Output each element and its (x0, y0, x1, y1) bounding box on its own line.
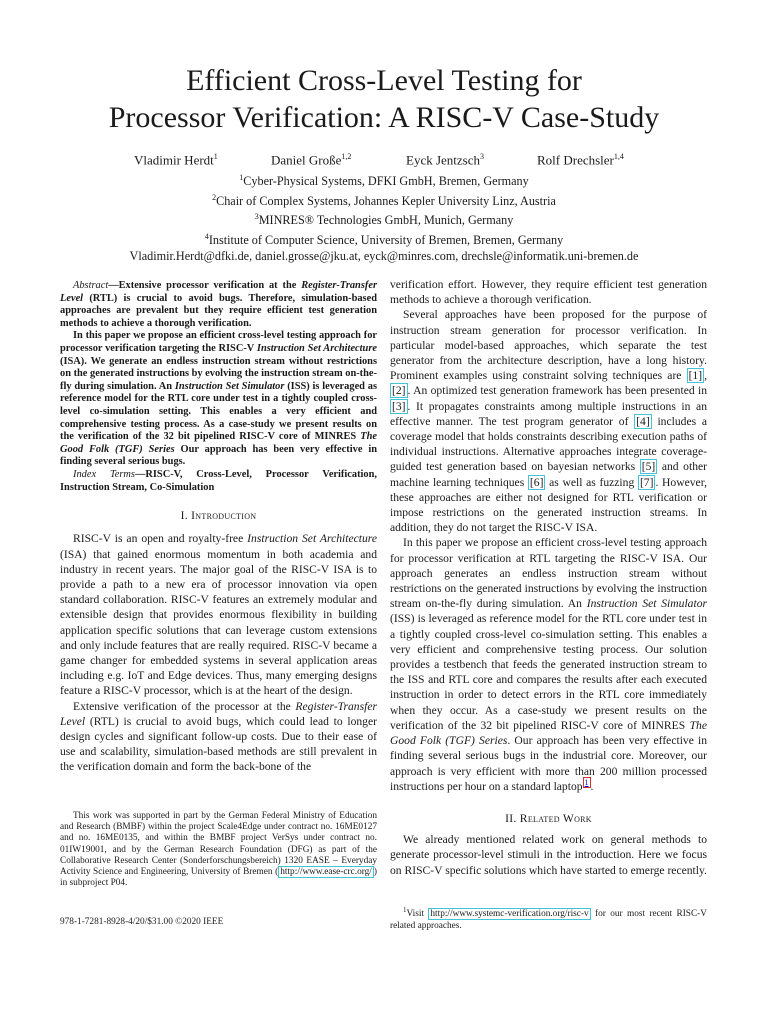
author-emails: Vladimir.Herdt@dfki.de, daniel.grosse@jku.at, eyck@minres.com, drechsle@informatik.uni-bremen.de (129, 249, 639, 264)
related-work-section (390, 811, 707, 878)
index-terms: Index Terms—RISC-V, Cross-Level, Processor Verification, Instruction Stream, Co-Simulation (60, 468, 377, 493)
author-4: Rolf Drechsler$^{1,4}$ (537, 152, 624, 168)
left-column (60, 280, 377, 775)
author-2: Daniel Große$^{1,2}$ (271, 152, 352, 168)
intro-paragraph-3: Several approaches have been proposed for the purpose of instruction stream generation for processor verification. In particular model-based approaches, which separate the test generator from the architecture description, have a long history. Prominent examples using constraint solving techniques are [1] , [2] . An optimized test generation framework has been presented in [3] . It propagates constraints among multiple instructions in an effective manner. The test program generator of [4] includes a coverage model that holds constraints describing execution paths of individual instructions. Alternative approaches integrate coverage-guided test generation based on bayesian networks [5] and other machine learning techniques [6] as well as fuzzing [7] . However, these approaches are either not designed for RTL verification or impose restrictions on the generated instruction streams. In addition, they do not target the RISC-V ISA. (390, 308, 707, 535)
intro-paragraph-4: In this paper we propose an efficient cross-level testing approach for processor verification at RTL targeting the RISC-V ISA. Our approach generates an endless instruction stream without restrictions on the generated instructions by evolving the instruction stream on-the-fly during simulation. An Instruction Set Simulator (ISS) is leveraged as reference model for the RTL core under test in a tightly coupled cross-level co-simulation setting. This enables a very efficient and comprehensive testing process. Our solution provides a testbench that feeds the generated instruction stream to the ISS and RTL core and compares the results after each executed instruction in order to detect errors in the RTL core immediately when they occur. As a case-study we present results on the verification of the 32 bit pipelined RISC-V core of MINRES The Good Folk (TGF) Series. Our approach has been very effective in finding several serious bugs in the industrial core. Moreover, our approach is very efficient with more than 200 million processed instructions per hour on a standard laptop $^1$ . (390, 536, 708, 793)
systemc-verification-link[interactable]: http://www.systemc-verification.org/risc-v (430, 909, 589, 920)
author-list (134, 152, 654, 170)
author-3: Eyck Jentzsch$^3$ (406, 152, 485, 168)
paper-title (40, 62, 728, 136)
section-heading-related-work: II. Related Work (505, 812, 592, 825)
intro-paragraph-1: RISC-V is an open and royalty-free Instruction Set Architecture (ISA) that gained enormous momentum in both academia and industry in recent years. The major goal of the RISC-V ISA is to provide a path to a new era of processor innovation via open standard collaboration. RISC-V features an extremely modular and extensible design that provides enormous flexibility in building application specific solutions that can leverage custom extensions and only include features that are really required. RISC-V became a game changer for embedded systems in several application areas including e.g. IoT and Edge devices. Thus, many emerging designs feature a RISC-V processor, which is at the heart of the design. (60, 532, 377, 698)
citation-4[interactable]: [4] (636, 414, 650, 428)
citation-5[interactable]: [5] (641, 460, 656, 474)
related-work-paragraph-1: We already mentioned related work on general methods to generate processor-level stimuli in the introduction. Here we focus on RISC-V specific solutions which have started to emerge recently. (390, 833, 707, 877)
right-column (390, 277, 707, 794)
intro-paragraph-2: Extensive verification of the processor at the Register-Transfer Level (RTL) is crucial to avoid bugs, which could lead to longer design cycles and significant follow-up costs. Due to their ease of use and scalability, simulation-based methods are still prevalent in the verification domain and form the back-bone of the (60, 699, 377, 774)
ieee-copyright: 978-1-7281-8928-4/20/$31.00 ©2020 IEEE (60, 917, 224, 927)
abstract-paragraph-2: In this paper we propose an efficient cross-level testing approach for processor verification targeting the RISC-V Instruction Set Architecture (ISA). We generate an endless instruction stream without restrictions on the generated instructions by evolving the instruction stream on-the-fly during simulation. An Instruction Set Simulator (ISS) is leveraged as reference model for the RTL core under test in a tightly coupled cross-level co-simulation setting. This enables a very efficient and comprehensive testing process. As a case-study we present results on the verification of the 32 bit pipelined RISC-V core of MINRES The Good Folk (TGF) Series Our approach has been very effective in finding several serious bugs. (60, 330, 377, 468)
intro-paragraph-2-continued: verification effort. However, they require efficient test generation methods to achieve a thorough verification. (390, 278, 707, 307)
citation-2[interactable]: [2] (392, 384, 406, 398)
section-heading-introduction: I. Introduction (180, 509, 257, 523)
citation-1[interactable]: [1] (688, 369, 703, 383)
affiliation-2: $^2$Chair of Complex Systems, Johannes Kepler University Linz, Austria (212, 192, 556, 208)
citation-3[interactable]: [3] (392, 399, 406, 413)
title-line-1: Efficient Cross-Level Testing for (186, 64, 582, 97)
citation-7[interactable]: [7] (639, 475, 654, 489)
funding-footnote: This work was supported in part by the German Federal Ministry of Education and Research (BMBF) within the project Scale4Edge under contract no. 16ME0127 and no. 16ME0135, and within the BMBF project VerSys under contract no. 01IW19001, and by the German Research Foundation (DFG) as part of the Collaborative Research Center (Sonderforschungsbereich) 1320 EASE – Everyday Activity Science and Engineering, University of Bremen ( http://www.ease-crc.org/ ) in subproject P04. (60, 811, 377, 889)
affiliations (40, 170, 728, 265)
affiliation-4: $^4$Institute of Computer Science, University of Bremen, Bremen, Germany (204, 231, 564, 247)
title-line-2: Processor Verification: A RISC-V Case-Study (108, 101, 660, 134)
footnote-marker-1[interactable]: 1 (584, 777, 589, 787)
abstract-paragraph-1: Abstract—Extensive processor verification at the Register-Transfer Level (RTL) is crucial to avoid bugs. Therefore, simulation-based approaches are prevalent but they require efficient test generation methods to achieve a thorough verification. (60, 280, 377, 329)
affiliation-3: $^3$MINRES® Technologies GmbH, Munich, Germany (254, 212, 514, 228)
ease-crc-link[interactable]: http://www.ease-crc.org/ (280, 867, 372, 878)
citation-6[interactable]: [6] (529, 475, 544, 489)
footnote-1: $^1$Visit http://www.systemc-verification.org/risc-v for our most recent RISC-V related approaches. (390, 906, 707, 931)
author-1: Vladimir Herdt$^1$ (134, 152, 218, 168)
affiliation-1: $^1$Cyber-Physical Systems, DFKI GmbH, Bremen, Germany (239, 173, 529, 189)
